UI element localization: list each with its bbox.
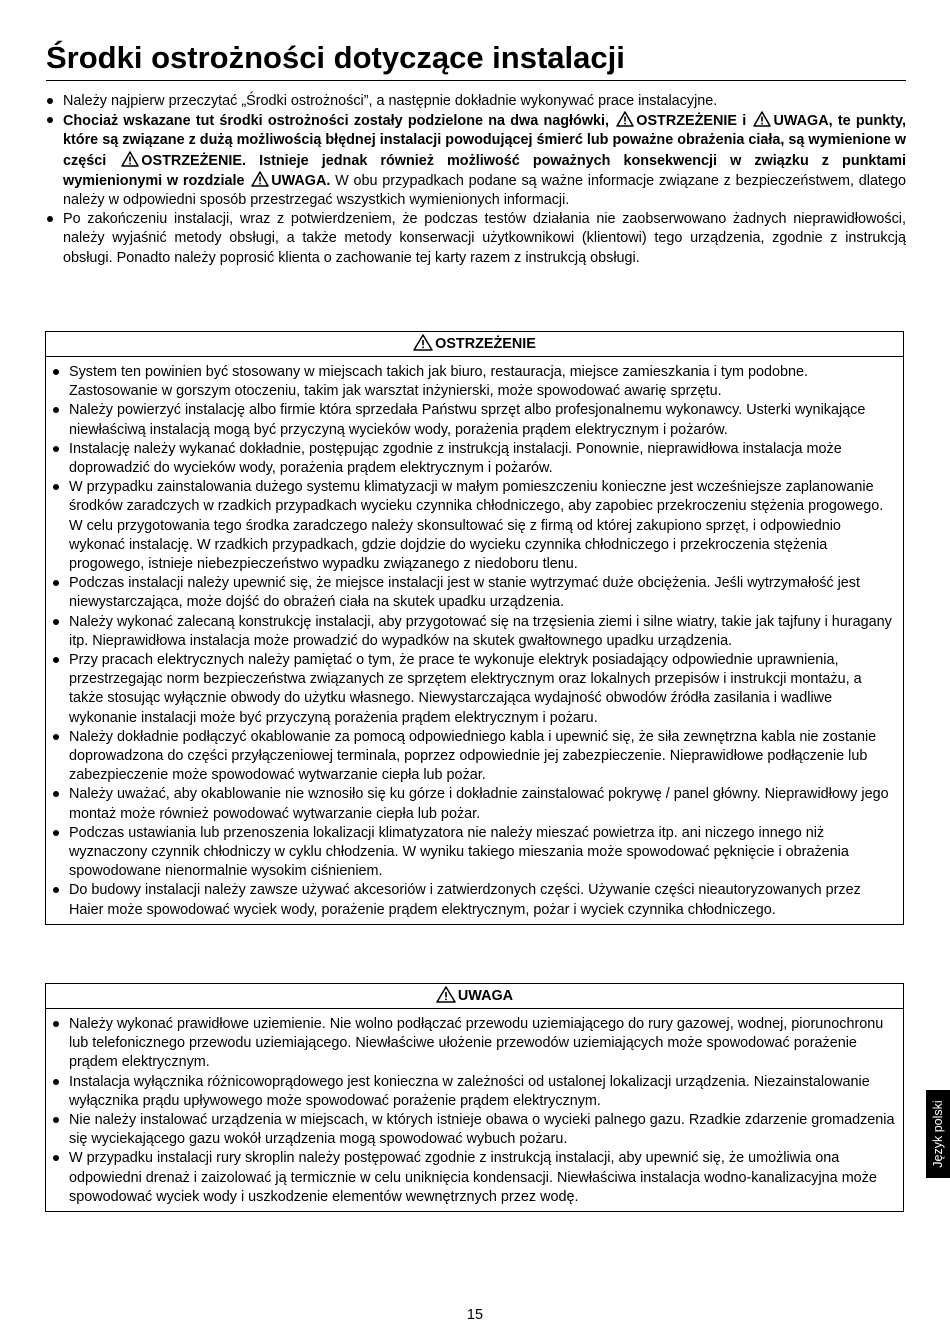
keyword-uwaga: UWAGA,: [773, 113, 833, 130]
warning-triangle-icon: [616, 111, 634, 127]
intro-item: Po zakończeniu instalacji, wraz z potwierdzeniem, że podczas testów działania nie zaobserwowano żadnych nieprawidłowości, należy wyjaśnić metody obsługi, a także metody konserwacji użytkownikowi (klientowi) tego urządzenia, zgodnie z instrukcją obsługi. Ponadto należy poprosić klienta o zachowanie tej karty razem z instrukcją obsługi.: [46, 210, 906, 268]
intro-text: Istnieje jednak również możliwość poważnych konsekwencji w związku z punktami wymienionymi w rozdziale: [63, 152, 907, 189]
page-title: Środki ostrożności dotyczące instalacji: [46, 38, 906, 81]
keyword-ostrzezenie: OSTRZEŻENIE i: [636, 113, 747, 130]
warning-list: [46, 357, 903, 924]
list-item: W przypadku zainstalowania dużego systemu klimatyzacji w małym pomieszczeniu konieczne jest wcześniejsze zaplanowanie środków zaradczych w rzadkich przypadkach wycieku czynnika chłodniczego, aby zapobiec przekroczeniu stężenia progowego. W celu przygotowania tego środka zaradczego należy skonsultować się z firmą od której zakupiono sprzęt, i odpowiednio wykonać instalację. W rzadkich przypadkach, gdzie dojdzie do wycieku czynnika chłodniczego i przekroczenia stężenia progowego, istnieje niebezpieczeństwo wypadku związanego z niedoboru tlenu.: [52, 478, 897, 574]
intro-item: Należy najpierw przeczytać „Środki ostrożności”, a następnie dokładnie wykonywać prace instalacyjne.: [46, 92, 906, 111]
list-item: Należy uważać, aby okablowanie nie wznosiło się ku górze i dokładnie zainstalować pokrywę / panel główny. Nieprawidłowy jego montaż może również powodować wytwarzanie ciepła lub pożar.: [52, 785, 897, 823]
warning-triangle-icon: [121, 151, 139, 167]
warning-heading-label: OSTRZEŻENIE: [435, 336, 536, 352]
list-item: Należy wykonać prawidłowe uziemienie. Nie wolno podłączać przewodu uziemiającego do rury gazowej, wodnej, piorunochronu lub telefonicznego przewodu uziemiającego. Niewłaściwe ułożenie przewodów uziemiających może spowodować porażenie prądem elektrycznym.: [52, 1015, 897, 1073]
list-item: Do budowy instalacji należy zawsze używać akcesoriów i zatwierdzonych części. Używanie części nieautoryzowanych przez Haier może spowodować wyciek wody, porażenie prądem elektrycznym, pożar i wyciek czynnika chłodniczego.: [52, 881, 897, 919]
list-item: Nie należy instalować urządzenia w miejscach, w których istnieje obawa o wycieki palnego gazu. Rzadkie zdarzenie gromadzenia się wyciekającego gazu wokół urządzenia mogą spowodować wybuch pożaru.: [52, 1111, 897, 1149]
keyword-ostrzezenie: OSTRZEŻENIE.: [141, 152, 247, 169]
intro-item: [46, 111, 906, 210]
list-item: Podczas ustawiania lub przenoszenia lokalizacji klimatyzatora nie należy mieszać powietrza itp. ani niczego innego niż wyznaczony czynnik chłodniczy w cyklu chłodzenia. W wyniku takiego mieszania może spowodować pęknięcie i obrażenia spowodowane nienormalnie wysokim ciśnieniem.: [52, 824, 897, 882]
keyword-uwaga: UWAGA.: [271, 172, 331, 189]
caution-box-heading: [46, 984, 903, 1009]
caution-heading-label: UWAGA: [457, 988, 514, 1004]
caution-box: [45, 983, 904, 1212]
intro-text: Chociaż wskazane tut środki ostrożności zostały podzielone na dwa nagłówki,: [63, 113, 610, 130]
warning-box-heading: [46, 332, 903, 357]
intro-list: [46, 92, 906, 268]
list-item: System ten powinien być stosowany w miejscach takich jak biuro, restauracja, miejsce zamieszkania i tym podobne. Zastosowanie w gorszym otoczeniu, takim jak warsztat inżynierski, może spowodować awarię sprzętu.: [52, 363, 897, 401]
list-item: Przy pracach elektrycznych należy pamiętać o tym, że prace te wykonuje elektryk posiadający odpowiednie uprawnienia, przestrzegając norm bezpieczeństwa związanych ze sprzętem elektrycznym oraz lokalnych przepisów i instrukcji montażu, a także stosując wyłącznie obwody do użytku własnego. Niewystarczająca wydajność obwodów źródła zasilania i wadliwe wykonanie instalacji może być przyczyną porażenia prądem elektrycznym i pożaru.: [52, 651, 897, 728]
list-item: Instalację należy wykanać dokładnie, postępując zgodnie z instrukcją instalacji. Ponownie, nieprawidłowa instalacja może doprowadzić do wycieków wody, porażenia prądem elektrycznym i pożarów.: [52, 440, 897, 478]
language-side-tab: [926, 1090, 950, 1178]
list-item: Należy dokładnie podłączyć okablowanie za pomocą odpowiedniego kabla i upewnić się, że siła zewnętrzna kabla nie zostanie doprowadzona do części przyłączeniowej terminala, poprzez odpowiednie jej zabezpieczenie. Nieprawidłowe podłączenie lub zabezpieczenie może spowodować wytwarzanie ciepła lub pożar.: [52, 728, 897, 786]
list-item: W przypadku instalacji rury skroplin należy postępować zgodnie z instrukcją instalacji, aby upewnić się, że umożliwia ona odpowiedni drenaż i zaizolować ją termicznie w celu uniknięcia kondensacji. Niewłaściwa instalacja wodno-kanalizacyjna może spowodować wyciek wody i uszkodzenie elementów wewnętrznych przez wodę.: [52, 1149, 897, 1207]
warning-triangle-icon: [251, 171, 269, 187]
list-item: Instalacja wyłącznika różnicowoprądowego jest konieczna w zależności od ustalonej lokalizacji urządzenia. Niezainstalowanie wyłącznika prądu upływowego może spowodować porażenie prądem elektrycznym.: [52, 1073, 897, 1111]
warning-triangle-icon: [413, 334, 433, 351]
list-item: Należy wykonać zalecaną konstrukcję instalacji, aby przygotować się na trzęsienia ziemi i silne wiatry, takie jak tajfuny i huragany itp. Nieprawidłowa instalacja może prowadzić do wypadków na skutek gwałtownego upadku urządzenia.: [52, 613, 897, 651]
intro-text: W obu przypadkach podane są ważne informacje związane z bezpieczeństwem, dlatego należy w odpowiedni sposób przestrzegać wszystkich wymienionych informacji.: [63, 172, 906, 209]
intro-text: te punkty, które są związane z dużą możliwością błędnej instalacji powodującej śmierć lub poważne obrażenia ciała, są wymienione w części: [63, 113, 906, 169]
warning-triangle-icon: [436, 986, 456, 1003]
language-label: Język polski: [931, 1100, 945, 1168]
warning-triangle-icon: [753, 111, 771, 127]
list-item: Podczas instalacji należy upewnić się, że miejsce instalacji jest w stanie wytrzymać duże obciężenia. Jeśli wytrzymałość jest niewystarczająca, może dojść do obrażeń ciała na skutek upadku urządzenia.: [52, 574, 897, 612]
caution-list: [46, 1009, 903, 1211]
warning-box: [45, 331, 904, 925]
list-item: Należy powierzyć instalację albo firmie która sprzedała Państwu sprzęt albo profesjonalnemu wykonawcy. Usterki wynikające niewłaściwą instalacją mogą być przyczyną wycieków wody, porażenia prądem elektrycznym i pożarów.: [52, 401, 897, 439]
page-number: 15: [466, 1307, 484, 1323]
